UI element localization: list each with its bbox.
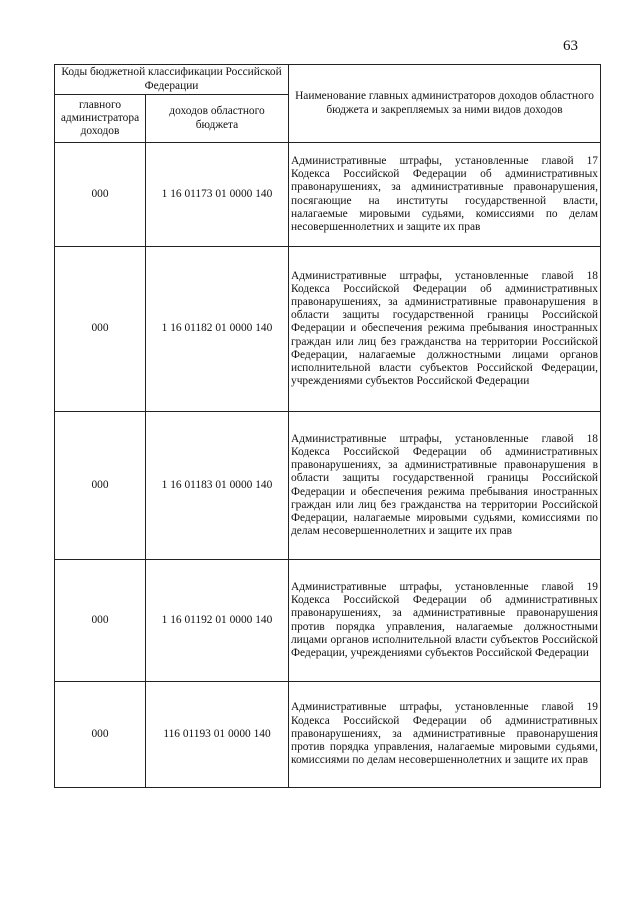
admin-code-cell: 000: [55, 412, 146, 560]
income-code-cell: 1 16 01173 01 0000 140: [146, 143, 289, 247]
admin-code-cell: 000: [55, 682, 146, 788]
table-row: [55, 247, 601, 412]
header-income-code: доходов областного бюджета: [146, 95, 289, 143]
page-number: 63: [563, 38, 578, 54]
income-code-cell: 116 01193 01 0000 140: [146, 682, 289, 788]
admin-code-cell: 000: [55, 247, 146, 412]
description-cell: Административные штрафы, установленные главой 17 Кодекса Российской Федерации об административных правонарушениях, за административные правонарушения, посягающие на институты государственной власти, налагаемые мировыми судьями, комиссиями по делам несовершеннолетних и защите их прав: [289, 143, 601, 247]
description-cell: Административные штрафы, установленные главой 18 Кодекса Российской Федерации об административных правонарушениях, за административные правонарушения в области защиты государственной границы Российской Федерации и обеспечения режима пребывания иностранных граждан или лиц без гражданства на территории Российской Федерации, налагаемые мировыми судьями, комиссиями по делам несовершеннолетних и защите их прав: [289, 412, 601, 560]
table-row: [55, 143, 601, 247]
header-name: Наименование главных администраторов доходов областного бюджета и закрепляемых за ними видов доходов: [289, 65, 601, 143]
header-codes-group: Коды бюджетной классификации Российской Федерации: [55, 65, 289, 95]
description-cell: Административные штрафы, установленные главой 19 Кодекса Российской Федерации об административных правонарушениях, за административные правонарушения против порядка управления, налагаемые мировыми судьями, комиссиями по делам несовершеннолетних и защите их прав: [289, 682, 601, 788]
table-row: [55, 412, 601, 560]
table-row: [55, 682, 601, 788]
budget-classification-table: [54, 64, 601, 788]
admin-code-cell: 000: [55, 143, 146, 247]
description-cell: Административные штрафы, установленные главой 18 Кодекса Российской Федерации об административных правонарушениях, за административные правонарушения в области защиты государственной границы Российской Федерации и обеспечения режима пребывания иностранных граждан или лиц без гражданства на территории Российской Федерации, налагаемые должностными лицами органов исполнительной власти субъектов Российской Федерации, учреждениями субъектов Российской Федерации: [289, 247, 601, 412]
income-code-cell: 1 16 01192 01 0000 140: [146, 560, 289, 682]
admin-code-cell: 000: [55, 560, 146, 682]
table-header-row: [55, 65, 601, 95]
description-cell: Административные штрафы, установленные главой 19 Кодекса Российской Федерации об административных правонарушениях, за административные правонарушения против порядка управления, налагаемые должностными лицами органов исполнительной власти субъектов Российской Федерации, учреждениями субъектов Российской Федерации: [289, 560, 601, 682]
table-row: [55, 560, 601, 682]
income-code-cell: 1 16 01183 01 0000 140: [146, 412, 289, 560]
header-admin-code: главного администратора доходов: [55, 95, 146, 143]
income-code-cell: 1 16 01182 01 0000 140: [146, 247, 289, 412]
